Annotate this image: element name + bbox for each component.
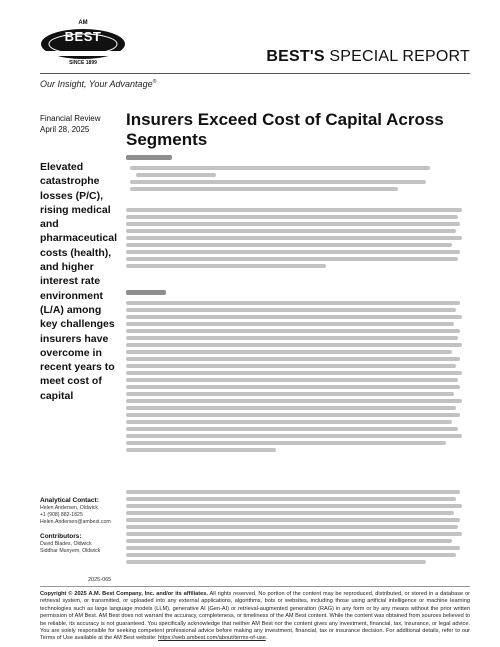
blurred-line: [126, 257, 458, 261]
header-divider: [40, 73, 470, 74]
terms-of-use-link[interactable]: https://web.ambest.com/about/terms-of-use: [158, 635, 266, 642]
blurred-line: [126, 525, 458, 529]
blurred-line: [126, 532, 462, 536]
contributors-heading: Contributors:: [40, 532, 82, 540]
blurred-line: [126, 420, 452, 424]
blurred-line: [126, 357, 460, 361]
blurred-line: [126, 546, 460, 550]
blurred-line: [126, 497, 456, 501]
blurred-line: [126, 343, 462, 347]
legal-disclaimer: All rights reserved. No portion of the content may be reproduced, distributed, or stored in a database or retrieval system, or transmitted, or uploaded into any external applications, algorithms, bots or websites, including those using artificial intelligence or machine learning technologies such as large language models (LLM), generative AI (Gen-AI) or retrieval-augmented generation (RAG) in any form or by any means without the prior written permission of AM Best. AM Best does not warrant the accuracy, completeness, or timeliness of the AM Best content. While the content was obtained from sources believed to be reliable, its accuracy is not guaranteed. You specifically acknowledge that neither AM Best nor the content gives any investment, financial, tax, insurance, or legal advice. You are solely responsible for seeking competent professional advice before making any investment, financial, tax or insurance decision. For additional details, refer to our Terms of Use available at the AM Best website:: [40, 591, 470, 642]
blurred-line: [126, 378, 458, 382]
blurred-line: [126, 364, 456, 368]
blurred-line: [126, 448, 276, 452]
blurred-line: [126, 427, 458, 431]
blurred-line: [126, 371, 462, 375]
report-type-bold: BEST'S: [266, 48, 325, 65]
blurred-line: [126, 392, 454, 396]
page-title: Insurers Exceed Cost of Capital Across Segments: [126, 110, 444, 149]
blurred-line: [126, 315, 462, 319]
blurred-line: [126, 441, 446, 445]
logo-best-text: BEST: [64, 29, 102, 44]
registered-mark: ®: [152, 79, 157, 85]
copyright-notice: Copyright © 2025 A.M. Best Company, Inc. and/or its affiliates.: [40, 591, 208, 597]
blurred-heading: [126, 290, 166, 295]
blurred-line: [126, 490, 460, 494]
blurred-line: [126, 553, 456, 557]
blurred-line: [126, 413, 460, 417]
blurred-line: [126, 308, 456, 312]
blurred-line: [126, 264, 326, 268]
analytical-contact-phone[interactable]: +1 (908) 882-1825: [40, 512, 83, 519]
am-best-logo[interactable]: [40, 20, 126, 72]
blurred-line: [126, 250, 460, 254]
report-header: [0, 0, 500, 89]
blurred-line: [126, 385, 460, 389]
blurred-line: [126, 518, 460, 522]
contributor-name: David Blades, Oldwick: [40, 540, 92, 547]
blurred-line: [130, 166, 430, 170]
blurred-line: [136, 173, 216, 177]
blurred-body-text: [126, 150, 466, 585]
blurred-line: [126, 560, 426, 564]
contributor-name: Siddhar Munyem, Oldwick: [40, 547, 101, 554]
blurred-line: [126, 215, 458, 219]
blurred-line: [126, 336, 458, 340]
contacts-panel: [40, 497, 120, 555]
report-meta: [40, 113, 100, 135]
analytical-contact-heading: Analytical Contact:: [40, 497, 99, 504]
blurred-heading: [126, 155, 172, 160]
analytical-contact-email[interactable]: Helen.Andersen@ambest.com: [40, 519, 111, 526]
blurred-line: [126, 229, 456, 233]
blurred-line: [130, 180, 426, 184]
tagline: [40, 79, 156, 89]
blurred-line: [126, 322, 454, 326]
logo-since-text: SINCE 1899: [69, 60, 97, 66]
blurred-line: [126, 399, 462, 403]
blurred-line: [126, 243, 452, 247]
footer-divider: [40, 586, 470, 587]
blurred-line: [126, 222, 460, 226]
report-type-light: SPECIAL REPORT: [329, 48, 470, 65]
report-date: April 28, 2025: [40, 125, 90, 134]
report-series: Financial Review: [40, 114, 101, 123]
analytical-contact-name: Helen Andersen, Oldwick: [40, 505, 98, 511]
blurred-line: [126, 208, 462, 212]
blurred-line: [126, 504, 462, 508]
document-number: 2025-065: [88, 577, 112, 583]
blurred-line: [126, 329, 460, 333]
tagline-text: Our Insight, Your Advantage: [40, 79, 153, 89]
blurred-line: [130, 187, 398, 191]
sidebar-pull-quote: Elevated catastrophe losses (P/C), rising medical and pharmaceutical costs (health), and higher interest rate environment (L/A) among key challenges insurers have overcome in recent years to meet cost of capital: [40, 161, 118, 402]
blurred-line: [126, 236, 462, 240]
logo-am-text: AM: [78, 20, 88, 26]
copyright-footer: Copyright © 2025 A.M. Best Company, Inc. and/or its affiliates. All rights reserved. No portion of the content may be reproduced, distributed, or stored in a database or retrieval system, or transmitted, or uploaded into any external applications, algorithms, bots or websites, including those using artificial intelligence or machine learning technologies such as large language models (LLM), generative AI (Gen-AI) or retrieval-augmented generation (RAG) in any form or by any means without the prior written permission of AM Best. AM Best does not warrant the accuracy, completeness, or timeliness of the AM Best content. While the content was obtained from sources believed to be reliable, its accuracy is not guaranteed. You specifically acknowledge that neither AM Best nor the content gives any investment, financial, tax, insurance, or legal advice. You are solely responsible for seeking competent professional advice before making any investment, financial, tax or insurance decision. For additional details, refer to our Terms of Use available at the AM Best website: https://web.ambest.com/about/terms-of-use.: [40, 591, 470, 642]
blurred-line: [126, 511, 454, 515]
report-type-title: [266, 48, 470, 66]
blurred-line: [126, 301, 460, 305]
blurred-line: [126, 406, 456, 410]
blurred-line: [126, 350, 452, 354]
blurred-line: [126, 539, 452, 543]
blurred-line: [126, 434, 462, 438]
